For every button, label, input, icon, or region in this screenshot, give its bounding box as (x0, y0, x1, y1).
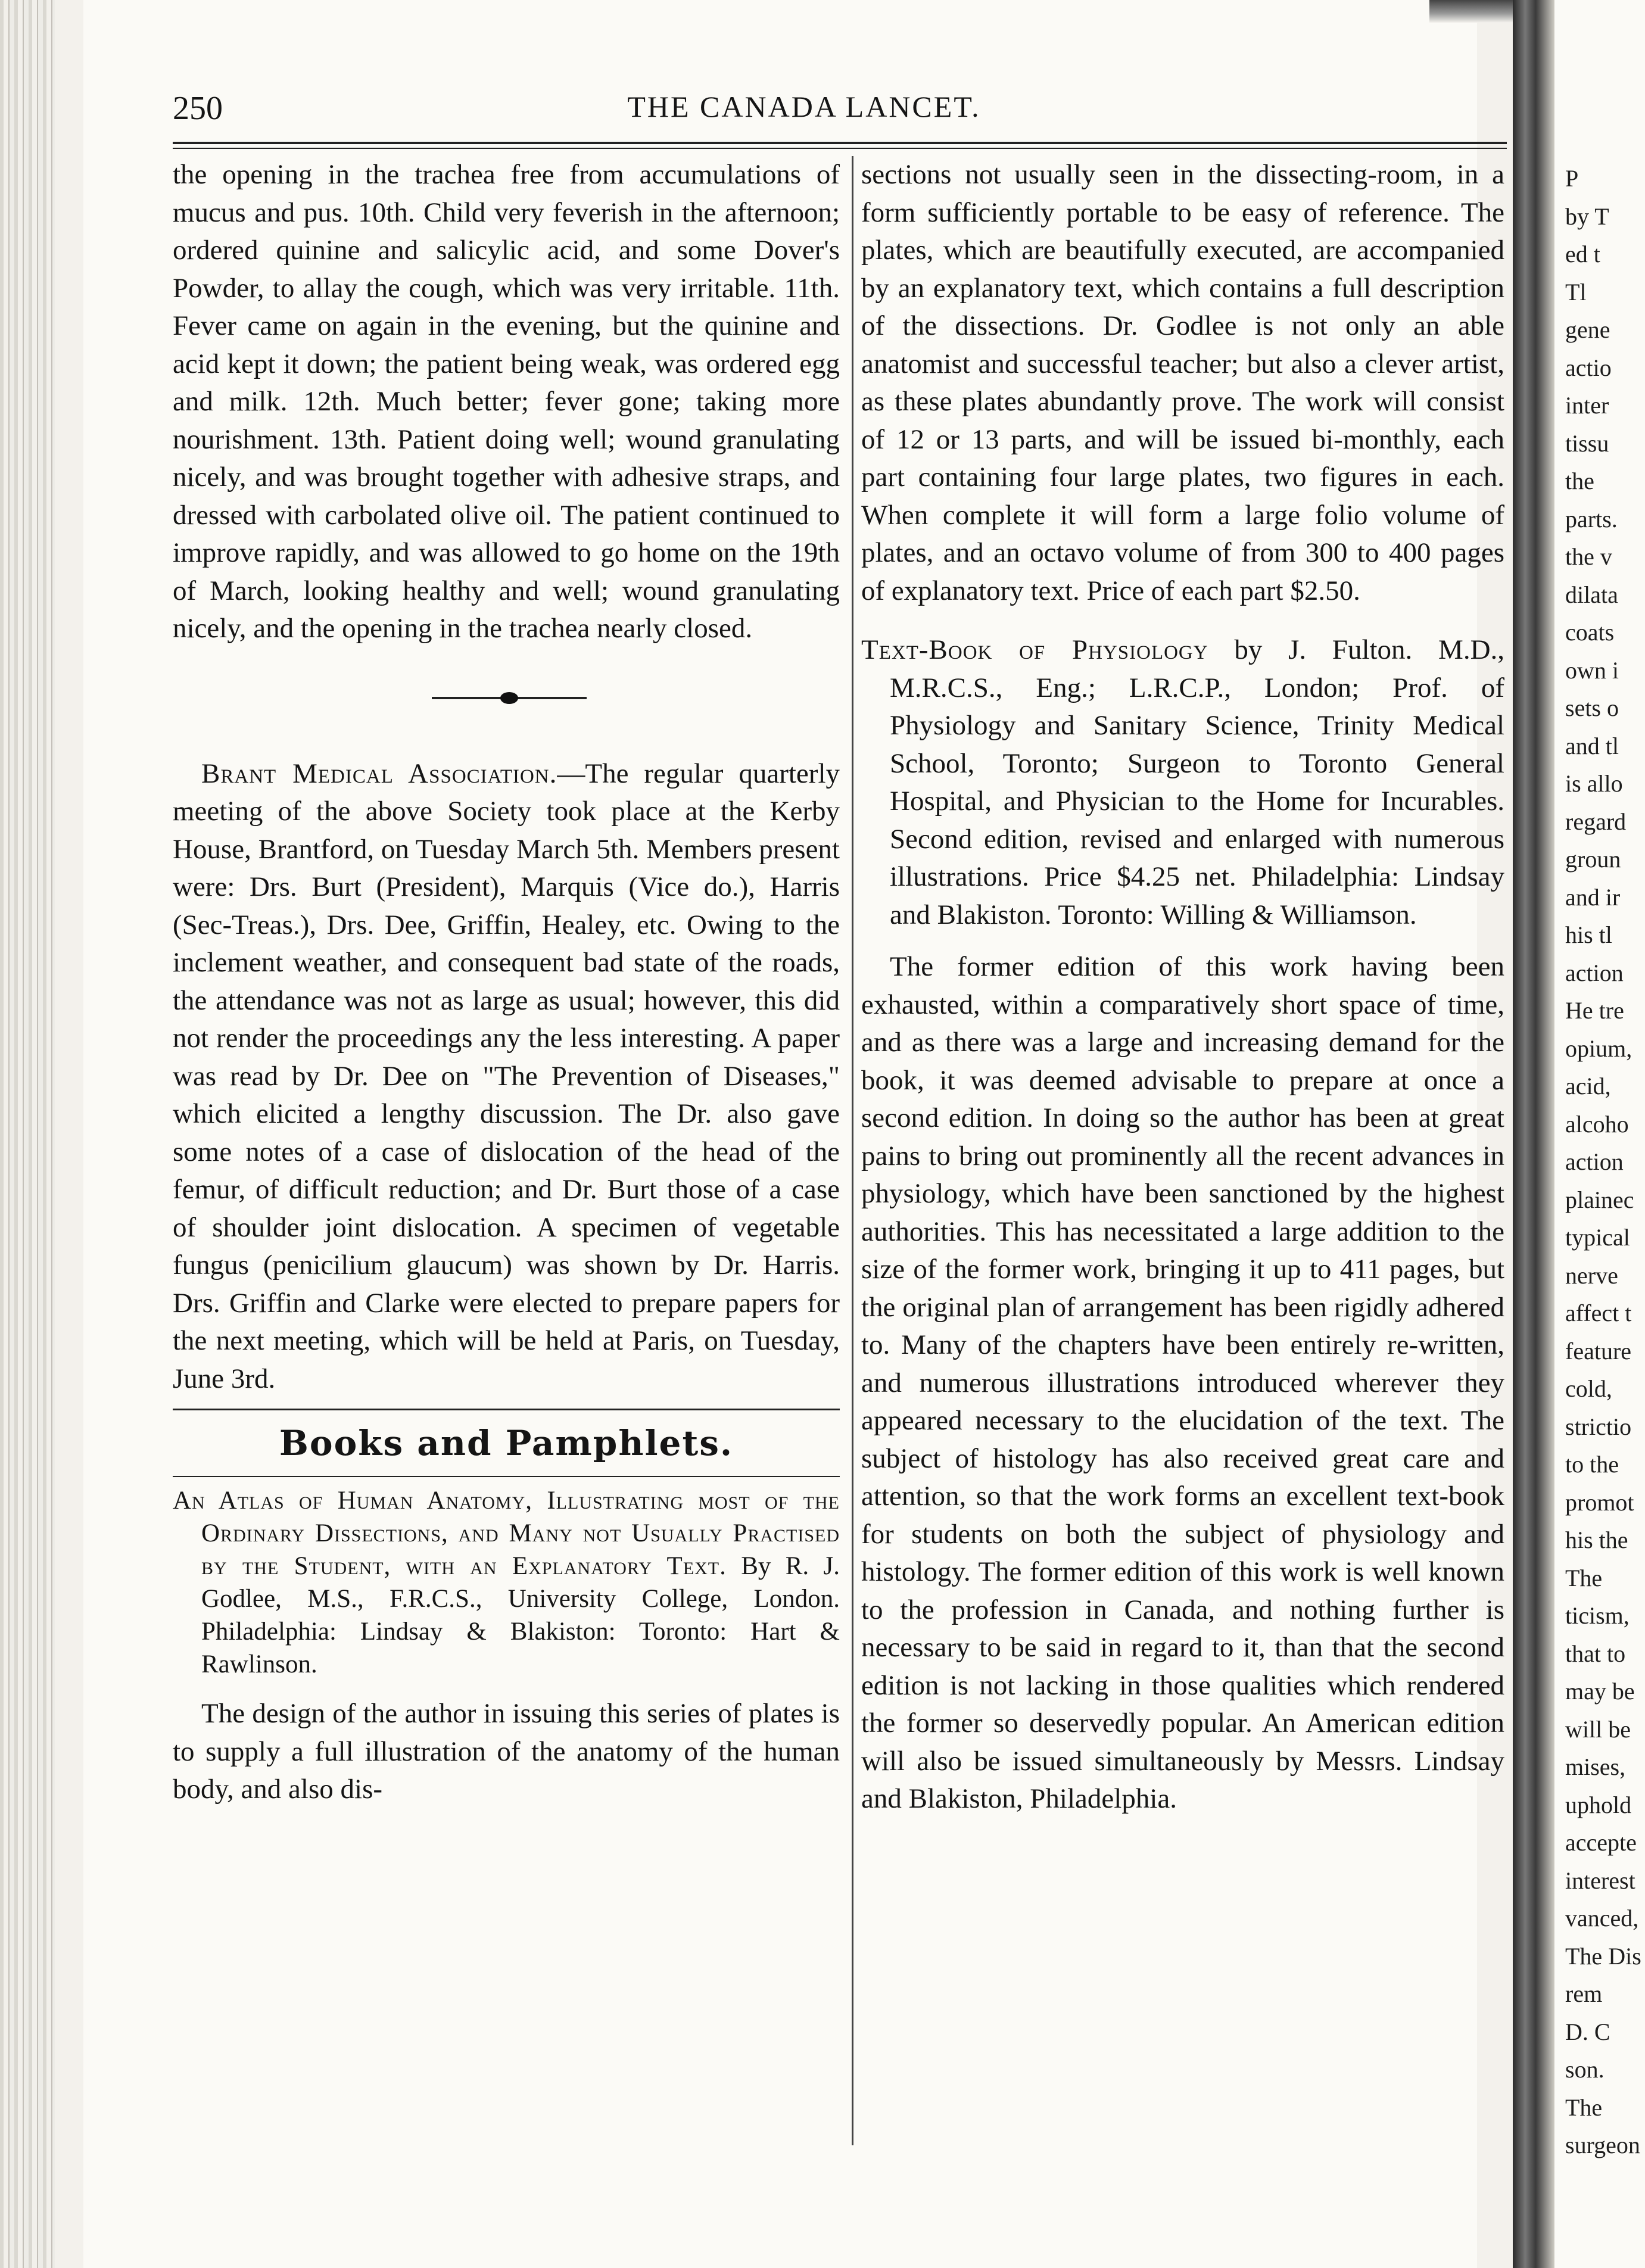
adjacent-page-text-fragment: action (1565, 959, 1624, 986)
brant-association-report (173, 755, 840, 1398)
adjacent-page-text-fragment: that to (1565, 1640, 1626, 1667)
section-ornament (173, 648, 840, 755)
adjacent-page-text-fragment: He tre (1565, 997, 1624, 1024)
adjacent-page-text-fragment: tissu (1565, 429, 1609, 457)
adjacent-page-text-fragment: may be (1565, 1678, 1635, 1705)
adjacent-page-text-fragment: parts. (1565, 505, 1618, 532)
adjacent-page-text-fragment: alcoho (1565, 1110, 1629, 1138)
case-report-continuation: the opening in the trachea free from accumulations of mucus and pus. 10th. Child very feverish in the afternoon; ordered quinine and salicylic acid, and some Dover's Powder, to allay the cough, which was very irritable. 11th. Fever came on again in the evening, but the quinine and acid kept it down; the patient being weak, was ordered egg and milk. 12th. Much better; fever gone; taking more nourishment. 13th. Patient doing well; wound granulating nicely, and was brought together with adhesive straps, and dressed with carbolated olive oil. The patient continued to improve rapidly, and was allowed to go home on the 19th of March, looking healthy and well; wound granulating nicely, and the opening in the trachea nearly closed. (173, 159, 840, 644)
left-column (173, 156, 840, 1809)
page-header (173, 89, 1483, 131)
adjacent-page-text-fragment: affect t (1565, 1300, 1632, 1326)
adjacent-page-text-fragment: rem (1565, 1980, 1603, 2007)
physiology-book-entry (861, 631, 1504, 934)
book-binding-edge (0, 0, 55, 2268)
adjacent-page-text-fragment: inter (1565, 392, 1609, 419)
adjacent-page-text-fragment: gene (1565, 316, 1610, 343)
adjacent-page-text-fragment: by T (1565, 202, 1609, 230)
adjacent-page-text-fragment: surgeon (1565, 2132, 1640, 2158)
page-number: 250 (173, 90, 223, 127)
adjacent-page-text-fragment: D. C (1565, 2018, 1610, 2045)
adjacent-page-text-fragment: uphold (1565, 1791, 1632, 1818)
journal-title: THE CANADA LANCET. (627, 90, 981, 123)
adjacent-page-text-fragment: the (1565, 468, 1594, 494)
physiology-review: The former edition of this work having been exhausted, within a comparatively short space of time, and as there was a large and increasing demand for the book, it was deemed advisable to prepare at once a second edition. In doing so the author has been at great pains to bring out prominently all the recent advances in physiology, which have been sanctioned by the highest authorities. This has necessitated a large addition to the size of the former work, bringing it up to 411 pages, but the original plan of arrangement has been rigidly adhered to. Many of the chapters have been entirely re-written, and numerous illustrations introduced wherever they appeared necessary to the elucidation of the text. The subject of histology has also received great care and attention, so that the work forms an excellent text-book for students on both the subject of physiology and histology. The former edition of this work is well known to the profession in Canada, and nothing further is necessary to be said in regard to it, than that the second edition is not lacking in those qualities which rendered the former so deservedly popular. An American edition will also be issued simultaneously by Messrs. Lindsay and Blakiston, Philadelphia. (861, 951, 1504, 1814)
section-title: Books and Pamphlets. (279, 1423, 734, 1463)
adjacent-page-text-fragment: promot (1565, 1488, 1634, 1516)
adjacent-page-text-fragment: typical (1565, 1224, 1630, 1251)
adjacent-page-text-fragment: opium, (1565, 1035, 1632, 1062)
adjacent-page-text-fragment: own i (1565, 656, 1619, 684)
adjacent-page-text-fragment: P (1565, 165, 1579, 192)
brant-text: —The regular quarterly meeting of the above Society took place at the Kerby House, Brantford, on Tuesday March 5th. Members present were: Drs. Burt (President), Marquis (Vice do.), Harris (Sec-Treas.), Drs. Dee, Griffin, Healey, etc. Owing to the inclement weather, and consequent bad state of the roads, the attendance was not as large as usual; however, this did not render the proceedings any the less interesting. A paper was read by Dr. Dee on "The Prevention of Diseases," which elicited a lengthy discussion. The Dr. also gave some notes of a case of dislocation of the head of the femur, of difficult reduction; and Dr. Burt those of a case of shoulder joint dislocation. A specimen of vegetable fungus (penicilium glaucum) was shown by Dr. Harris. Drs. Griffin and Clarke were elected to prepare papers for the next meeting, which will be held at Paris, on Tuesday, June 3rd. (173, 758, 840, 1394)
adjacent-page-text-fragment: vanced, (1565, 1905, 1639, 1931)
adjacent-page-text-fragment: feature (1565, 1337, 1632, 1364)
adjacent-page-text-fragment: sets o (1565, 694, 1619, 721)
adjacent-page-text-fragment: and ir (1565, 883, 1621, 911)
header-rule (173, 142, 1507, 144)
adjacent-page-text-fragment: groun (1565, 846, 1621, 873)
adjacent-page-text-fragment: coats (1565, 619, 1615, 646)
brant-heading: Brant Medical Association. (201, 758, 557, 789)
adjacent-page-text-fragment: his the (1565, 1526, 1628, 1553)
right-column (861, 156, 1504, 1818)
adjacent-page-text-fragment: The (1565, 2093, 1603, 2121)
adjacent-page-text-fragment: The (1565, 1564, 1603, 1591)
header-rule-thin (173, 148, 1507, 149)
atlas-credits: By R. J. Godlee, M.S., F.R.C.S., University College, London. Philadelphia: Lindsay & Blakiston: Toronto: Hart & Rawlinson. (201, 1552, 840, 1678)
adjacent-page-text-fragment: and tl (1565, 732, 1619, 759)
adjacent-page-text-fragment: dilata (1565, 581, 1618, 608)
adjacent-page-text-fragment: action (1565, 1148, 1624, 1175)
adjacent-page-text-fragment: cold, (1565, 1375, 1612, 1402)
adjacent-page-text-fragment: son. (1565, 2056, 1605, 2083)
ornament-dot (500, 692, 518, 704)
spacer (861, 934, 1504, 948)
atlas-review-continuation: sections not usually seen in the dissecting-room, in a form sufficiently portable to be easy of reference. The plates, which are beautifully executed, are accompanied by an explanatory text, which contains a full description of the dissections. Dr. Godlee is not only an able anatomist and successful teacher; but also a clever artist, as these plates abundantly prove. The work will consist of 12 or 13 parts, and will be issued bi-monthly, each part containing four large plates, two figures in each. When complete it will form a large folio volume of plates, and an octavo volume of from 300 to 400 pages of explanatory text. Price of each part $2.50. (861, 159, 1504, 606)
adjacent-page-text-fragment: mises, (1565, 1753, 1626, 1780)
atlas-book-entry (173, 1484, 840, 1681)
adjacent-page-text-fragment: ed t (1565, 241, 1600, 267)
adjacent-page-text-fragment: nerve (1565, 1261, 1618, 1289)
adjacent-page-text-fragment: to the (1565, 1451, 1619, 1478)
adjacent-page-text-fragment: regard (1565, 808, 1627, 835)
adjacent-page-text-fragment: is allo (1565, 770, 1623, 797)
adjacent-page-text-fragment: plainec (1565, 1186, 1634, 1213)
adjacent-page-text-fragment: actio (1565, 354, 1612, 381)
physiology-title: Text-Book of Physiology (861, 634, 1208, 665)
physiology-credits: by J. Fulton. M.D., M.R.C.S., Eng.; L.R.C.P., London; Prof. of Physiology and Sanitary Science, Trinity Medical School, Toronto; Surgeon to Toronto General Hospital, and Physician to the Home for Incurables. Second edition, revised and enlarged with numerous illustrations. Price $4.25 net. Philadelphia: Lindsay and Blakiston. Toronto: Willing & Williamson. (890, 634, 1505, 930)
book-gutter (1513, 0, 1554, 2268)
adjacent-page-text-fragment: will be (1565, 1715, 1631, 1743)
section-rule-bottom (173, 1476, 840, 1477)
column-divider (852, 156, 853, 2145)
adjacent-page-text-fragment: accepte (1565, 1829, 1637, 1856)
atlas-title: An Atlas of Human Anatomy, Illustrating most of the Ordinary Dissections, and Many not Usually Practised by the Student, with an Explanatory Text. (173, 1487, 840, 1580)
adjacent-page-text-fragment: Tl (1565, 278, 1587, 306)
adjacent-page-text-fragment: ticism, (1565, 1602, 1630, 1629)
adjacent-page-text-fragment: The Dis (1565, 1942, 1641, 1970)
spacer (173, 1681, 840, 1695)
adjacent-page-text-fragment: the v (1565, 543, 1612, 570)
adjacent-page-text-fragment: strictio (1565, 1413, 1632, 1440)
adjacent-page-text-fragment: interest (1565, 1867, 1635, 1894)
spacer (861, 610, 1504, 631)
adjacent-page-text-fragment: acid, (1565, 1073, 1611, 1099)
adjacent-page-text-fragment: his tl (1565, 921, 1612, 948)
atlas-review-start: The design of the author in issuing this series of plates is to supply a full illustration of the anatomy of the human body, and also dis- (173, 1698, 840, 1805)
adjacent-page-fragment (1554, 0, 1645, 2268)
